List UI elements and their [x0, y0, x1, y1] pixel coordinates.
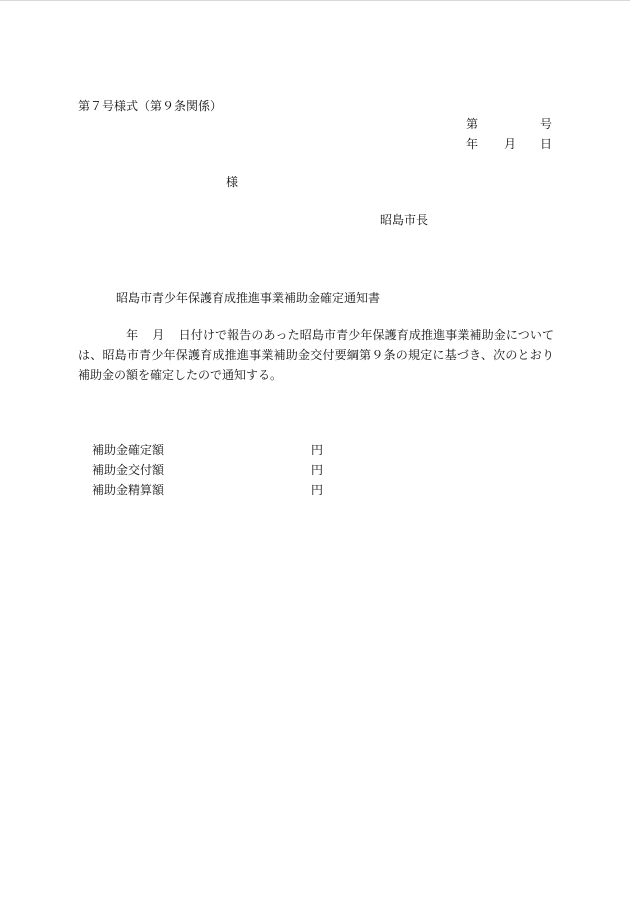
amount-unit: 円 — [311, 443, 324, 457]
amount-unit: 円 — [311, 463, 324, 477]
document-number-prefix: 第 — [466, 117, 479, 131]
body-month: 月 — [152, 328, 165, 342]
amount-unit: 円 — [311, 483, 324, 497]
form-number: 第７号様式（第９条関係） — [78, 99, 223, 113]
addressee-honorific: 様 — [226, 175, 239, 189]
amount-row-settled — [92, 481, 332, 501]
body-paragraph — [78, 325, 554, 385]
amount-row-confirmed — [92, 441, 332, 461]
date-day: 日 — [540, 137, 553, 151]
amount-label: 補助金精算額 — [92, 483, 165, 497]
amount-label: 補助金交付額 — [92, 463, 165, 477]
amount-label: 補助金確定額 — [92, 443, 165, 457]
document-number-suffix: 号 — [540, 117, 553, 131]
amount-list — [92, 441, 332, 501]
date-month: 月 — [504, 137, 517, 151]
issuer-name: 昭島市長 — [380, 213, 429, 227]
body-year: 年 — [126, 328, 139, 342]
body-text: 日付けで報告のあった昭島市青少年保護育成推進事業補助金については、昭島市青少年保護育成推進事業補助金交付要綱第９条の規定に基づき、次のとおり補助金の額を確定したので通知する。 — [78, 328, 554, 382]
date-year: 年 — [466, 137, 479, 151]
document-title: 昭島市青少年保護育成推進事業補助金確定通知書 — [116, 291, 381, 305]
amount-row-granted — [92, 461, 332, 481]
